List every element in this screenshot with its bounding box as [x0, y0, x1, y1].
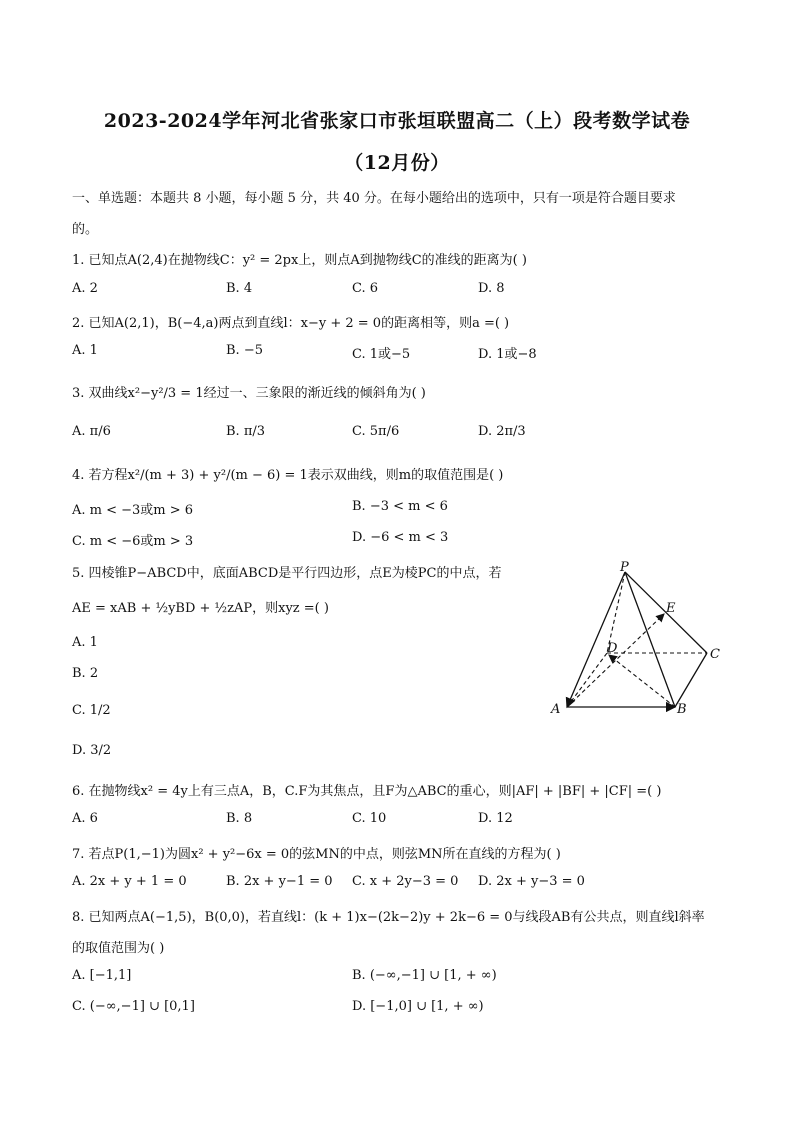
label-p: P — [620, 560, 629, 575]
q5-option-c[interactable]: C. 1/2 — [72, 703, 111, 718]
q5-option-b[interactable]: B. 2 — [72, 666, 99, 681]
q8-option-d[interactable]: D. [−1,0] ∪ [1, + ∞) — [352, 999, 484, 1014]
q4-option-c[interactable]: C. m < −6或m > 3 — [72, 534, 194, 549]
q3-option-d[interactable]: D. 2π/3 — [478, 424, 526, 439]
vector-ae — [567, 614, 664, 707]
label-e: E — [666, 601, 676, 616]
q1-option-b[interactable]: B. 4 — [226, 281, 253, 296]
q8-option-a[interactable]: A. [−1,1] — [72, 968, 132, 983]
label-a: A — [551, 702, 561, 717]
q6-option-a[interactable]: A. 6 — [72, 811, 98, 826]
edge-bc — [675, 653, 707, 707]
section-instructions-cont: 的。 — [72, 222, 99, 237]
q7-option-c[interactable]: C. x + 2y−3 = 0 — [352, 874, 459, 889]
q7-option-a[interactable]: A. 2x + y + 1 = 0 — [72, 874, 187, 889]
page-subtitle: （12月份） — [344, 152, 450, 174]
q6-option-c[interactable]: C. 10 — [352, 811, 387, 826]
q2-option-c[interactable]: C. 1或−5 — [352, 347, 411, 362]
label-c: C — [710, 647, 720, 662]
question-5-stem: 5. 四棱锥P−ABCD中，底面ABCD是平行四边形，点E为棱PC的中点，若 — [72, 566, 502, 581]
pyramid-figure — [545, 560, 745, 720]
edge-pa — [567, 572, 625, 707]
q2-option-a[interactable]: A. 1 — [72, 343, 98, 358]
label-d: D — [607, 641, 618, 656]
question-8-stem: 8. 已知两点A(−1,5)，B(0,0)，若直线l：(k + 1)x−(2k−2)y + 2k−6 = 0与线段AB有公共点，则直线l斜率 — [72, 910, 705, 925]
question-7-stem: 7. 若点P(1,−1)为圆x² + y²−6x = 0的弦MN的中点，则弦MN所在直线的方程为( ) — [72, 847, 561, 862]
q4-option-b[interactable]: B. −3 < m < 6 — [352, 499, 448, 514]
q8-option-c[interactable]: C. (−∞,−1] ∪ [0,1] — [72, 999, 195, 1014]
q3-option-b[interactable]: B. π/3 — [226, 424, 266, 439]
question-1-stem: 1. 已知点A(2,4)在抛物线C：y² = 2px上，则点A到抛物线C的准线的距离为( ) — [72, 253, 527, 268]
q8-option-b[interactable]: B. (−∞,−1] ∪ [1, + ∞) — [352, 968, 497, 983]
q5-option-a[interactable]: A. 1 — [72, 635, 98, 650]
q3-option-a[interactable]: A. π/6 — [72, 424, 111, 439]
question-2-stem: 2. 已知A(2,1)，B(−4,a)两点到直线l：x−y + 2 = 0的距离相等，则a =( ) — [72, 316, 510, 331]
page-title: 2023-2024学年河北省张家口市张垣联盟高二（上）段考数学试卷 — [103, 110, 691, 132]
q1-option-d[interactable]: D. 8 — [478, 281, 505, 296]
q2-option-d[interactable]: D. 1或−8 — [478, 347, 537, 362]
edge-pb — [625, 572, 675, 707]
q4-option-a[interactable]: A. m < −3或m > 6 — [72, 503, 194, 518]
question-5-stem-cont: AE = xAB + ½yBD + ½zAP，则xyz =( ) — [72, 601, 329, 616]
q7-option-b[interactable]: B. 2x + y−1 = 0 — [226, 874, 333, 889]
question-6-stem: 6. 在抛物线x² = 4y上有三点A，B，C.F为其焦点，且F为△ABC的重心，则|AF| + |BF| + |CF| =( ) — [72, 784, 662, 799]
label-b: B — [677, 702, 687, 717]
q4-option-d[interactable]: D. −6 < m < 3 — [352, 530, 449, 545]
q2-option-b[interactable]: B. −5 — [226, 343, 263, 358]
question-3-stem: 3. 双曲线x²−y²/3 = 1经过一、三象限的渐近线的倾斜角为( ) — [72, 386, 426, 401]
q1-option-c[interactable]: C. 6 — [352, 281, 379, 296]
section-instructions: 一、单选题：本题共 8 小题，每小题 5 分，共 40 分。在每小题给出的选项中，只有一项是符合题目要求 — [72, 191, 676, 206]
q7-option-d[interactable]: D. 2x + y−3 = 0 — [478, 874, 585, 889]
q3-option-c[interactable]: C. 5π/6 — [352, 424, 400, 439]
q1-option-a[interactable]: A. 2 — [72, 281, 98, 296]
question-4-stem: 4. 若方程x²/(m + 3) + y²/(m − 6) = 1表示双曲线，则m的取值范围是( ) — [72, 468, 504, 483]
q6-option-d[interactable]: D. 12 — [478, 811, 513, 826]
q5-option-d[interactable]: D. 3/2 — [72, 743, 112, 758]
question-8-stem-cont: 的取值范围为( ) — [72, 941, 165, 956]
q6-option-b[interactable]: B. 8 — [226, 811, 253, 826]
